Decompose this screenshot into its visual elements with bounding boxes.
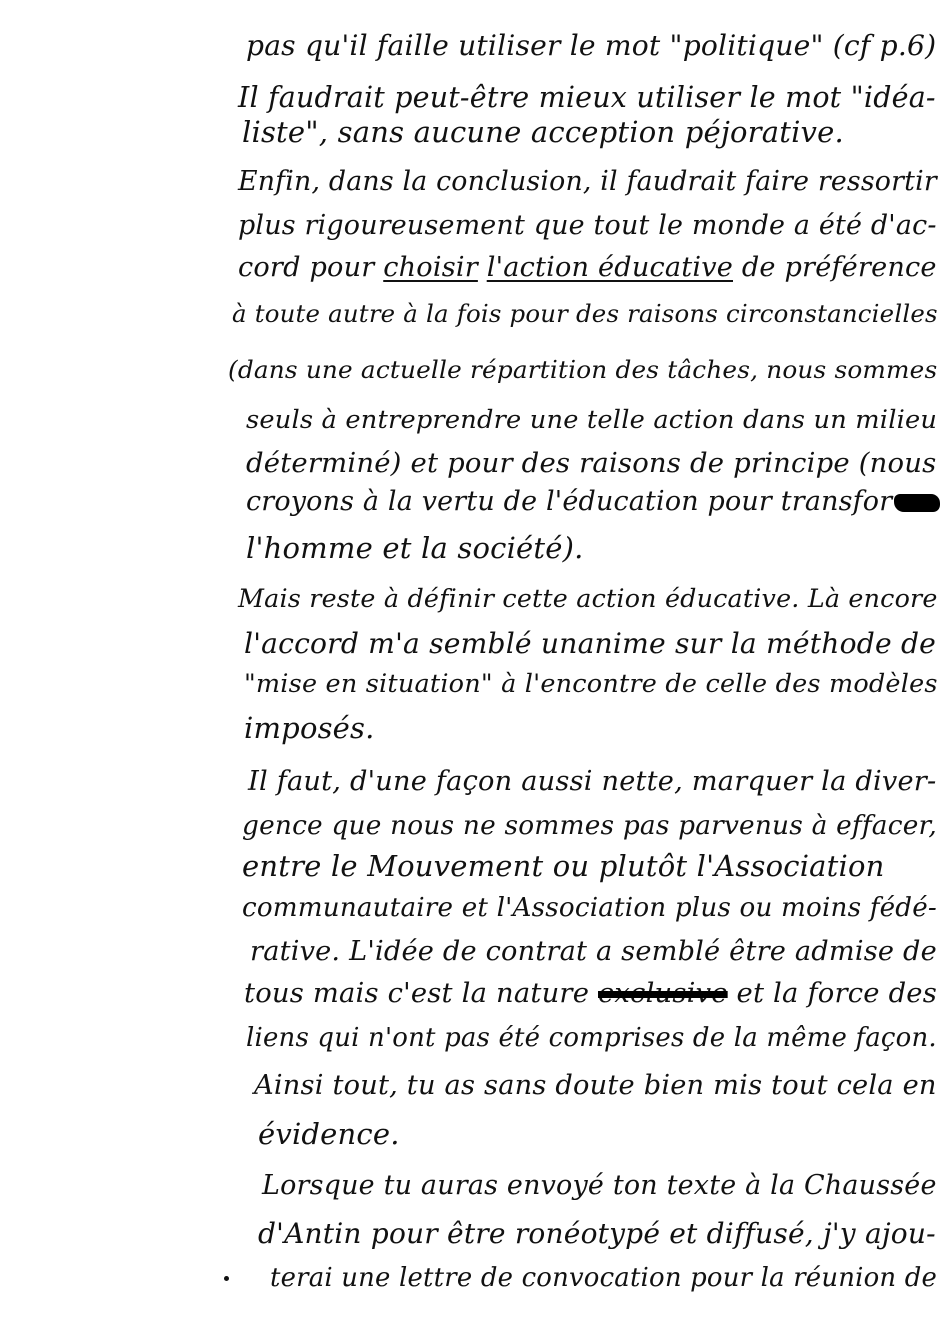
text-line-2: Il faudrait peut-être mieux utiliser le mot "idéa- (238, 81, 936, 114)
underlined-word-choisir: choisir (383, 252, 478, 283)
text-line-7: à toute autre à la fois pour des raisons circonstancielles (232, 299, 938, 328)
text-line-11 (246, 482, 940, 522)
text-line-24: Ainsi tout, tu as sans doute bien mis tout cela en (254, 1070, 937, 1101)
text-line-6 (238, 248, 937, 288)
text-line-22-end: et la force des (727, 978, 937, 1009)
text-line-3: liste", sans aucune acception péjorative. (242, 115, 844, 149)
text-line-18: gence que nous ne sommes pas parvenus à effacer, (242, 811, 938, 841)
text-line-5: plus rigoureusement que tout le monde a été d'ac- (238, 210, 937, 241)
text-line-25: évidence. (258, 1117, 400, 1151)
crossed-out-word: exclusive (598, 978, 728, 1009)
text-line-11-text: croyons à la vertu de l'éducation pour transfor (246, 486, 893, 517)
underlined-phrase-action-educative: l'action éducative (486, 252, 733, 283)
stray-ink-dot (224, 1276, 229, 1281)
text-line-13: Mais reste à définir cette action éducative. Là encore (238, 583, 938, 613)
text-line-21: rative. L'idée de contrat a semblé être admise de (250, 936, 937, 967)
text-line-6-space (478, 252, 487, 283)
text-line-16: imposés. (244, 711, 375, 745)
text-line-14: l'accord m'a semblé unanime sur la méthode de (244, 627, 937, 660)
text-line-9: seuls à entreprendre une telle action dans un milieu (246, 405, 938, 435)
text-line-10: déterminé) et pour des raisons de principe (nous (246, 448, 937, 479)
text-line-20: communautaire et l'Association plus ou moins fédé- (242, 893, 937, 923)
text-line-15: "mise en situation" à l'encontre de celle des modèles (244, 669, 938, 699)
text-line-4: Enfin, dans la conclusion, il faudrait faire ressortir (238, 166, 937, 197)
text-line-17: Il faut, d'une façon aussi nette, marquer la diver- (248, 766, 937, 797)
text-line-22 (244, 974, 937, 1014)
text-line-27: d'Antin pour être ronéotypé et diffusé, j'y ajou- (258, 1217, 936, 1250)
text-line-19: entre le Mouvement ou plutôt l'Association (242, 849, 885, 883)
text-line-23: liens qui n'ont pas été comprises de la même façon. (246, 1023, 937, 1053)
text-line-8: (dans une actuelle répartition des tâches, nous sommes (228, 355, 938, 384)
text-line-22-start: tous mais c'est la nature (244, 978, 599, 1009)
text-line-1: pas qu'il faille utiliser le mot "politique" (cf p.6) (246, 29, 937, 62)
text-line-28: terai une lettre de convocation pour la réunion de (270, 1263, 938, 1293)
text-line-6-start: cord pour (238, 252, 384, 283)
text-line-6-end: de préférence (733, 252, 937, 283)
text-line-26: Lorsque tu auras envoyé ton texte à la Chaussée (262, 1170, 937, 1201)
ink-blot-mark (894, 494, 940, 512)
text-line-12: l'homme et la société). (246, 531, 584, 565)
